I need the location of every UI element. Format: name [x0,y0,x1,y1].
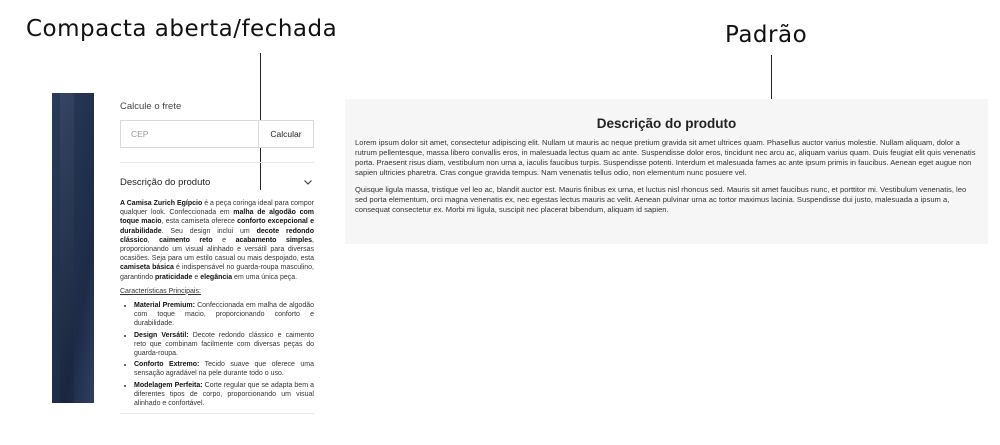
accordion-body [120,199,314,408]
accordion-header-description[interactable] [120,175,314,189]
accordion-title: Descrição do produto [120,176,211,188]
freight-label: Calcule o frete [120,101,182,112]
calculate-freight-button[interactable]: Calcular [258,120,314,148]
default-paragraph-2: Quisque ligula massa, tristique vel leo ac, blandit auctor est. Mauris finibus ex urna, et luctus nisl rhoncus sed. Mauris sit amet faucibus nunc, et porttitor mi. Vestibulum venenatis, leo sed porta elementum, orci magna venenatis ex, nec egestas lectus mauris ac velit. Aenean pulvinar urna ac tortor maximus lacinia. Suspendisse dui justo, malesuada a ipsum a, consequat consectetur ex. Morbi mi ligula, suscipit nec placerat bibendum, aliquam id sapien. [355,185,967,214]
description-paragraph: A Camisa Zurich Egípcio é a peça coringa ideal para compor qualquer look. Confeccionada em malha de algodão com toque macio, esta camiseta oferece conforto excepcional e durabilidade. Seu design inclui um decote redondo clássico, caimento reto e acabamento simples, proporcionando um visual alinhado e versátil para diversas ocasiões. Seja para um estilo casual ou mais despojado, esta camiseta básica é indispensável no guarda-roupa masculino, garantindo praticidade e elegância em uma única peça. [120,200,315,281]
feature-item: • Conforto Extremo: Tecido suave que oferece uma sensação agradável na pele durante todo o uso. [134,360,314,378]
feature-item: • Modelagem Perfeita: Corte regular que se adapta bem a diferentes tipos de corpo, proporcionando um visual alinhado e confortável. [134,381,314,409]
product-photo [52,93,94,403]
default-panel-title: Descrição do produto [596,116,737,131]
freight-form [120,120,314,148]
feature-item: • Design Versátil: Decote redondo clássico e caimento reto que combinam facilmente com diversas peças do guarda-roupa. [134,331,314,359]
divider [120,413,314,414]
feature-item: • Material Premium: Confeccionada em malha de algodão com toque macio, proporcionando conforto e durabilidade. [134,301,314,329]
annotation-default-label: Padrão [725,22,808,48]
features-list [120,301,314,408]
divider [120,162,314,163]
default-paragraph-1: Lorem ipsum dolor sit amet, consectetur adipiscing elit. Nullam ut mauris ac neque pretium gravida sit amet ultrices quam. Phasellus auctor varius molestie. Nullam aliquam, dolor a rutrum pellentesque, massa libero convallis eros, in malesuada lectus quam ac ante. Suspendisse dolor eros, tincidunt nec arcu ac, aliquam varius quam. Duis feugiat elit quis venenatis porta. Praesent risus diam, vestibulum non urna a, iaculis faucibus turpis. Suspendisse potenti. Interdum et malesuada fames ac ante ipsum primis in faucibus. Aenean eget augue non sapien ultricies pharetra. Cras congue gravida tempus. Nam venenatis tellus odio, non elementum nunc posuere vel. [355,138,976,177]
default-description-panel [345,99,988,244]
annotation-compact-label: Compacta aberta/fechada [26,16,338,42]
chevron-down-icon[interactable] [302,176,314,188]
features-heading: Características Principais: [120,287,201,295]
cep-input[interactable] [120,120,258,148]
compact-product-panel [120,93,314,414]
